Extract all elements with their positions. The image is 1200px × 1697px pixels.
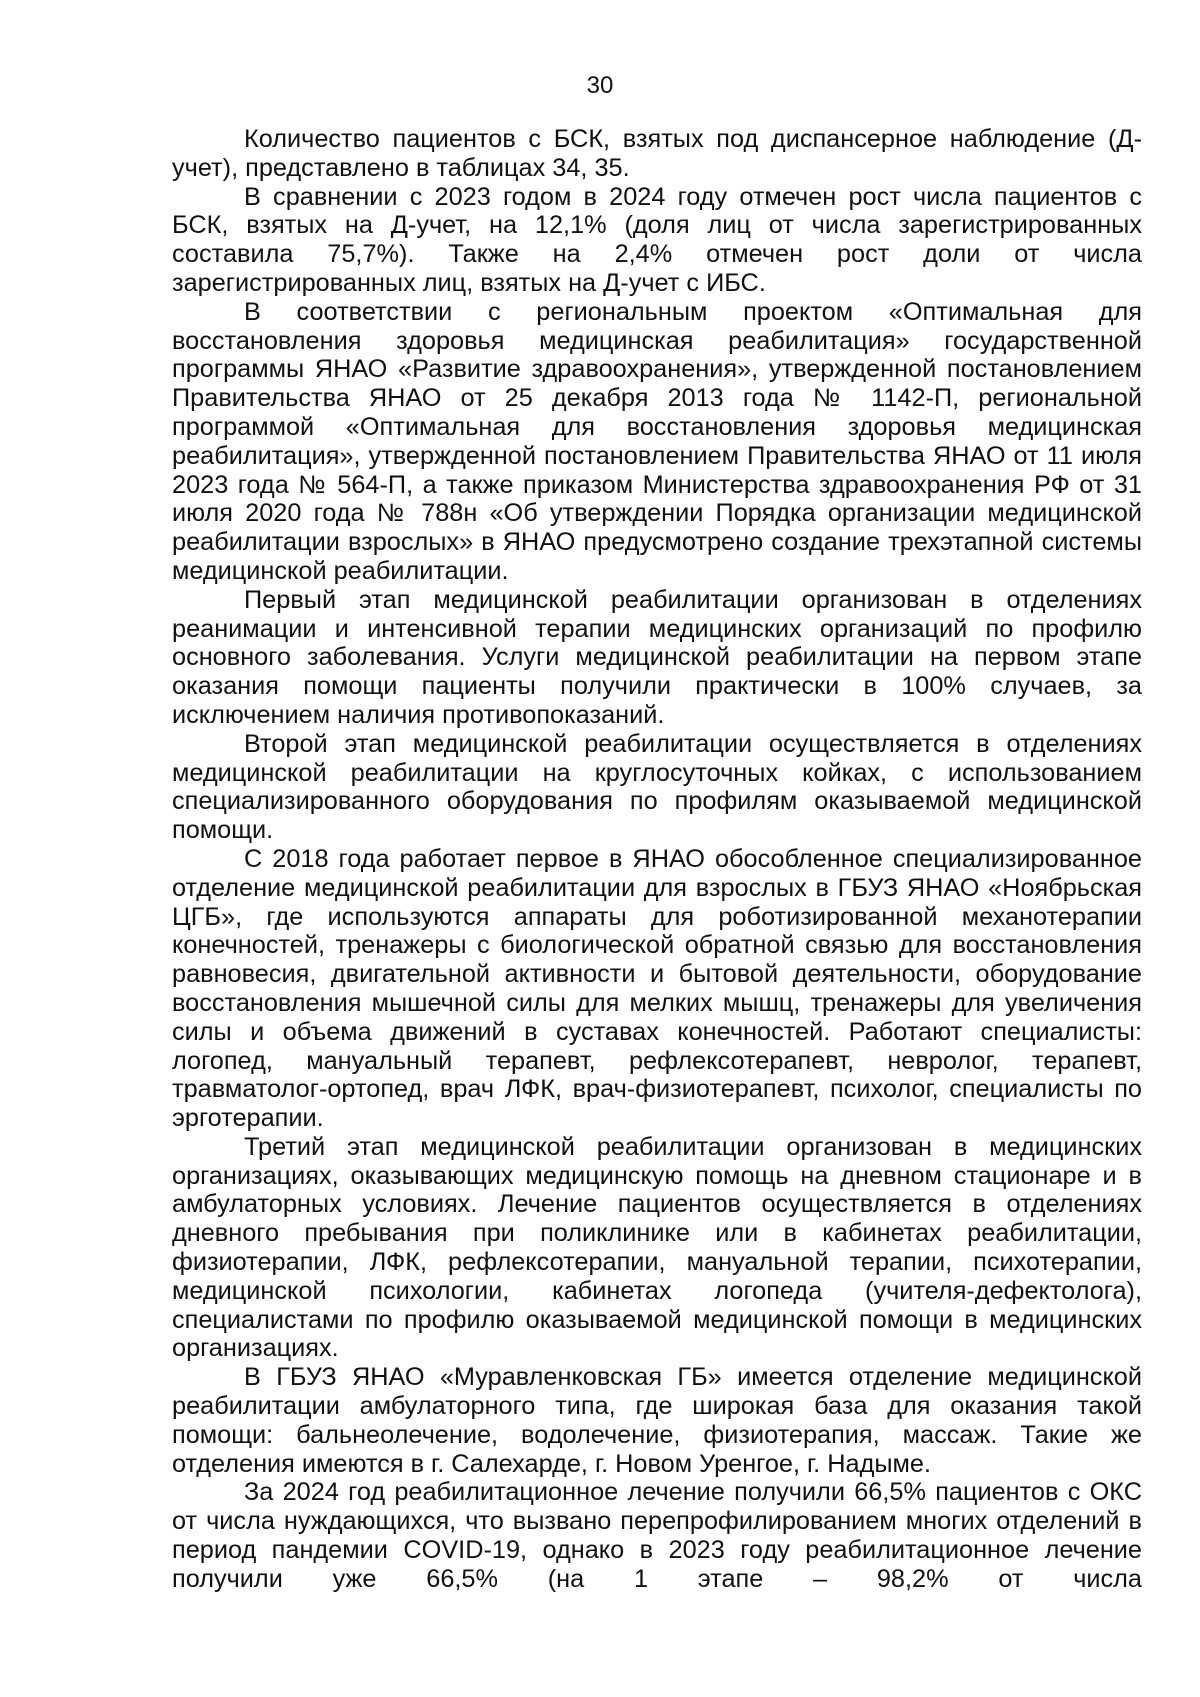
document-body [172,125,1142,1594]
paragraph-comparison-2023-2024: В сравнении с 2023 годом в 2024 году отмечен рост числа пациентов с БСК, взятых на Д-учет, на 12,1% (доля лиц от числа зарегистрированных составила 75,7%). Также на 2,4% отмечен рост доли от числа зарегистрированных лиц, взятых на Д-учет с ИБС. [172,182,1142,297]
paragraph-noyabrsk-department: С 2018 года работает первое в ЯНАО обособленное специализированное отделение медицинской реабилитации для взрослых в ГБУЗ ЯНАО «Ноябрьская ЦГБ», где используются аппараты для роботизированной механотерапии конечностей, тренажеры с биологической обратной связью для восстановления равновесия, двигательной активности и бытовой деятельности, оборудование восстановления мышечной силы для мелких мышц, тренажеры для увеличения силы и объема движений в суставах конечностей. Работают специалисты: логопед, мануальный терапевт, рефлексотерапевт, невролог, терапевт, травматолог-ортопед, врач ЛФК, врач-физиотерапевт, психолог, специалисты по эрготерапии. [172,844,1142,1133]
paragraph-dispensary-count: Количество пациентов с БСК, взятых под диспансерное наблюдение (Д-учет), представлено в таблицах 34, 35. [172,125,1142,182]
page-number: 30 [586,72,614,99]
paragraph-second-stage: Второй этап медицинской реабилитации осуществляется в отделениях медицинской реабилитации на круглосуточных койках, с использованием специализированного оборудования по профилям оказываемой медицинской помощи. [172,729,1142,845]
paragraph-first-stage: Первый этап медицинской реабилитации организован в отделениях реанимации и интенсивной терапии медицинских организаций по профилю основного заболевания. Услуги медицинской реабилитации на первом этапе оказания помощи пациенты получили практически в 100% случаев, за исключением наличия противопоказаний. [172,585,1142,729]
paragraph-muravlenko-department: В ГБУЗ ЯНАО «Муравленковская ГБ» имеется отделение медицинской реабилитации амбулаторного типа, где широкая база для оказания такой помощи: бальнеолечение, водолечение, физиотерапия, массаж. Такие же отделения имеются в г. Салехарде, г. Новом Уренгое, г. Надыме. [172,1363,1142,1478]
paragraph-third-stage: Третий этап медицинской реабилитации организован в медицинских организациях, оказывающих медицинскую помощь на дневном стационаре и в амбулаторных условиях. Лечение пациентов осуществляется в отделениях дневного пребывания при поликлинике или в кабинетах реабилитации, физиотерапии, ЛФК, рефлексотерапии, мануальной терапии, психотерапии, медицинской психологии, кабинетах логопеда (учителя-дефектолога), специалистами по профилю оказываемой медицинской помощи в медицинских организациях. [172,1132,1142,1363]
paragraph-oks-rehabilitation: За 2024 год реабилитационное лечение получили 66,5% пациентов с ОКС от числа нуждающихся, что вызвано перепрофилированием многих отделений в период пандемии COVID-19, однако в 2023 году реабилитационное лечение получили уже 66,5% (на 1 этапе – 98,2% от числа [172,1478,1142,1593]
paragraph-regional-project: В соответствии с региональным проектом «Оптимальная для восстановления здоровья медицинская реабилитация» государственной программы ЯНАО «Развитие здравоохранения», утвержденной постановлением Правительства ЯНАО от 25 декабря 2013 года № 1142-П, региональной программой «Оптимальная для восстановления здоровья медицинская реабилитация», утвержденной постановлением Правительства ЯНАО от 11 июля 2023 года № 564-П, а также приказом Министерства здравоохранения РФ от 31 июля 2020 года № 788н «Об утверждении Порядка организации медицинской реабилитации взрослых» в ЯНАО предусмотрено создание трехэтапной системы медицинской реабилитации. [172,297,1142,585]
